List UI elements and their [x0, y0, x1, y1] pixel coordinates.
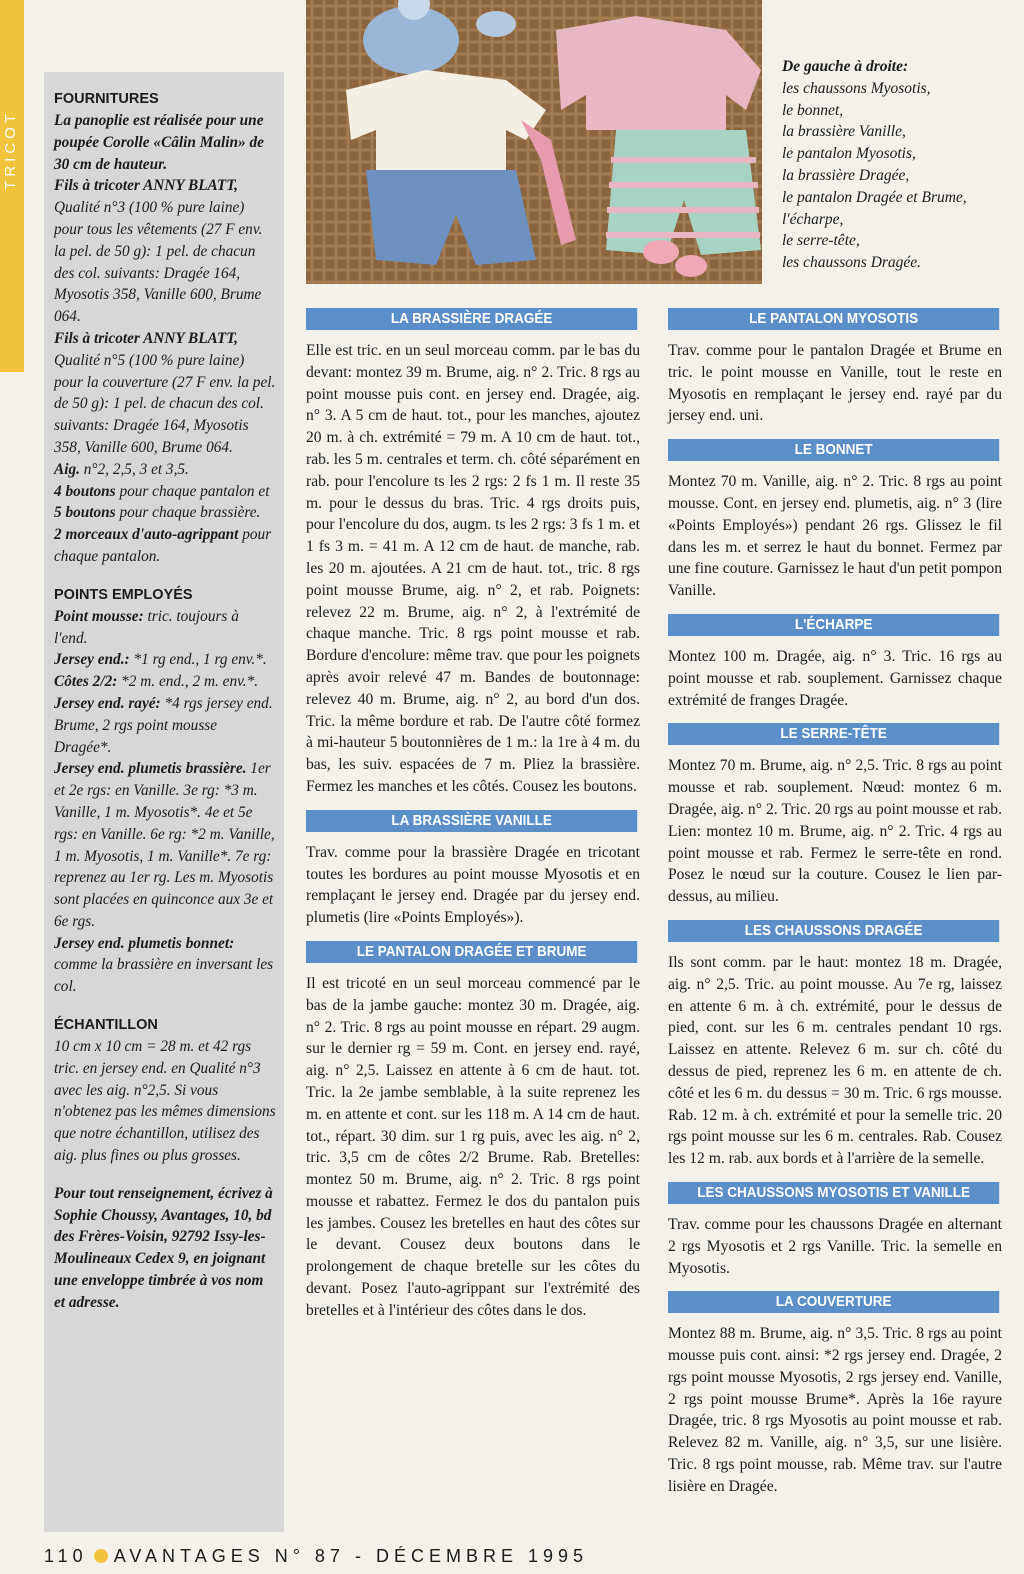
heading-bonnet: LE BONNET [668, 439, 999, 461]
doll-clothes-illustration [306, 0, 762, 284]
caption-title: De gauche à droite: [782, 58, 909, 75]
text-pantalon-dragee: Il est tricoté en un seul morceau commencé par le bas de la jambe gauche: montez 30 m. Dragée, aig. n° 2. Tric. 8 rgs au point mousse en répart. 29 augm. sur le dernier rg = 59 m. Cont. en jersey end. rayé, aig. n° 2,5. Laissez en attente à 6 cm de haut. tot. Tric. la 2e jambe semblable, à la suite reprenez les m. en attente et cont. sur les 118 m. A 14 cm de haut. tot., répart. 30 dim. sur 1 rg puis, avec les aig. n° 2, tric. 3,5 cm de côtes 2/2 Brume. Rab. Bretelles: montez 50 m. Brume, aig. n° 2. Tric. 8 rgs point mousse et rabattez. Fermez le dos du pantalon puis les jambes. Cousez les bretelles en haut des côtes sur le devant. Cousez deux boutons dans le prolongement de chaque bretelle sur les côtes du devant. Posez l'auto-agrippant sur l'extrémité des bretelles et à l'intérieur des côtes dans le dos. [306, 974, 640, 1319]
caption-line: les chaussons Myosotis, [782, 79, 931, 97]
fournitures-velcro: 2 morceaux d'auto-agrippant pour chaque pantalon. [54, 526, 272, 565]
caption-line: les chaussons Dragée. [782, 254, 922, 272]
page-footer [44, 1546, 588, 1567]
photo-caption [782, 56, 1018, 274]
text-bonnet: Montez 70 m. Vanille, aig. n° 2. Tric. 8 rgs au point mousse. Cont. en jersey end. plumetis, aig. n° 3 (lire «Points Employés») pendant 26 rgs. Glissez le fil dans les m. et serrez le haut du bonnet. Fermez par une fine couture. Garnissez le haut d'un petit pompon Vanille. [668, 473, 1002, 600]
caption-line: le serre-tête, [782, 232, 860, 250]
heading-echarpe: L'ÉCHARPE [668, 614, 999, 636]
caption-line: l'écharpe, [782, 210, 844, 228]
caption-line: la brassière Dragée, [782, 166, 910, 184]
text-serre-tete: Montez 70 m. Brume, aig. n° 2,5. Tric. 8 rgs au point mousse et rab. souplement. Nœud: montez 6 m. Dragée, aig. n° 2. Tric. 20 rgs au point mousse et rab. Lien: montez 10 m. Brume, aig. n° 2. Tric. 4 rgs au point mousse et rab. Fermez le serre-tête en rond. Posez le nœud sur la couture. Cousez le lien par-dessus, au milieu. [668, 757, 1002, 906]
points-title: POINTS EMPLOYÉS [54, 586, 193, 603]
text-chaussons-dragee: Ils sont comm. par le haut: montez 18 m. Dragée, aig. n° 2,5. Tric. au point mousse. Au 7e rg, laissez en attente 6 m. à ch. extrémité, pour le dessus de pied, cont. sur les 6 m. centrales pendant 10 rgs. Laissez en attente. Relevez 6 m. sur ch. côté du dessus de pied, reprenez les 6 m. en attente de ch. côté et les 6 m. du dessus = 30 m. Tric. 6 rgs mousse. Rab. 12 m. à ch. extrémité et pour la semelle tric. 20 rgs point mousse sur les 6 m. centrales. Rab. Cousez les 12 m. rab. aux bords et à l'arrière de la semelle. [668, 953, 1002, 1168]
point-plumetis-brassiere: Jersey end. plumetis brassière. 1er et 2e rgs: en Vanille. 3e rg: *3 m. Vanille, 1 m. Myosotis*. 4e et 5e rgs: en Vanille. 6e rg: *2 m. Vanille, 1 m. Myosotis, 1 m. Vanille*. 7e rg: reprenez au 1er rg. Les m. Myosotis sont placées en quinconce aux 3e et 6e rgs. [54, 760, 275, 930]
fournitures-intro: La panoplie est réalisée pour une poupée Corolle «Câlin Malin» de 30 cm de hauteur. [54, 112, 264, 173]
caption-line: la brassière Vanille, [782, 123, 906, 141]
heading-chaussons-myosotis: LES CHAUSSONS MYOSOTIS ET VANILLE [668, 1182, 999, 1204]
point-jersey: Jersey end.: *1 rg end., 1 rg env.*. [54, 651, 267, 669]
heading-brassiere-dragee: LA BRASSIÈRE DRAGÉE [306, 308, 637, 330]
caption-line: le bonnet, [782, 101, 844, 119]
fournitures-needles: Aig. n°2, 2,5, 3 et 3,5. [54, 460, 189, 478]
text-echarpe: Montez 100 m. Dragée, aig. n° 3. Tric. 16 rgs au point mousse et rab. souplement. Garnissez chaque extrémité de franges Dragée. [668, 647, 1002, 709]
heading-serre-tete: LE SERRE-TÊTE [668, 723, 999, 745]
bullet-dot-icon [94, 1549, 108, 1563]
fournitures-buttons: 4 boutons pour chaque pantalon et 5 boutons pour chaque brassière. [54, 482, 270, 522]
text-couverture: Montez 88 m. Brume, aig. n° 3,5. Tric. 8 rgs au point mousse puis cont. ainsi: *2 rgs jersey end. Dragée, 2 rgs point mousse Myosotis, 2 rgs jersey end. Vanille, 2 rgs point mousse Brume*. Après la 16e rayure Dragée, tric. 8 rgs Myosotis au point mousse et rab. Relevez 82 m. Vanille, aig. n° 3,5, sur une lisière. Tric. 8 rgs point mousse, rab. Même trav. sur l'autre lisière en Dragée. [668, 1325, 1002, 1495]
caption-line: le pantalon Dragée et Brume, [782, 188, 967, 206]
page-number: 110 [44, 1546, 88, 1566]
heading-chaussons-dragee: LES CHAUSSONS DRAGÉE [668, 920, 999, 942]
supplies-sidebar [44, 72, 284, 1532]
fournitures-yarn-3: Fils à tricoter ANNY BLATT, Qualité n°3 (100 % pure laine) pour tous les vêtements (27 F env. la pel. de 50 g): 1 pel. de chacun des col. suivants: Dragée 164, Myosotis 358, Vanille 600, Brume 064. [54, 177, 263, 326]
knitwear-photo [306, 0, 762, 284]
text-brassiere-vanille: Trav. comme pour la brassière Dragée en tricotant toutes les bordures au point mousse Myosotis et en remplaçant le jersey end. Dragée par du jersey end. plumetis (lire «Points Employés»). [306, 843, 640, 927]
text-chaussons-myosotis: Trav. comme pour les chaussons Dragée en alternant 2 rgs Myosotis et 2 rgs Vanille. Tric. la semelle en Myosotis. [668, 1215, 1002, 1277]
contact-text: Pour tout renseignement, écrivez à Sophie Choussy, Avantages, 10, bd des Frères-Voisin, 92792 Issy-les-Moulineaux Cedex 9, en joignant une enveloppe timbrée à vos nom et adresse. [54, 1184, 273, 1311]
point-plumetis-bonnet: Jersey end. plumetis bonnet: comme la brassière en inversant les col. [54, 934, 274, 996]
point-mousse: Point mousse: tric. toujours à l'end. [54, 607, 239, 647]
text-pantalon-myosotis: Trav. comme pour le pantalon Dragée et Brume en tric. le point mousse en Vanille, tout le reste en Myosotis en remplaçant le jersey end. rayé par du jersey end. uni. [668, 342, 1002, 425]
echantillon-title: ÉCHANTILLON [54, 1017, 158, 1034]
heading-pantalon-myosotis: LE PANTALON MYOSOTIS [668, 308, 999, 330]
echantillon-text: 10 cm x 10 cm = 28 m. et 42 rgs tric. en jersey end. en Qualité n°3 avec les aig. n°2,5. Si vous n'obtenez pas les mêmes dimensions que notre échantillon, utilisez des aig. plus fines ou plus grosses. [54, 1038, 276, 1165]
instructions-column-left [306, 308, 640, 1334]
fournitures-title: FOURNITURES [54, 91, 159, 107]
text-brassiere-dragee: Elle est tric. en un seul morceau comm. par le bas du devant: montez 39 m. Brume, aig. n° 2. Tric. 8 rgs au point mousse puis cont. en jersey end. Dragée, aig. n° 3. A 5 cm de haut. tot., pour les manches, ajoutez 20 m. à ch. extrémité = 79 m. A 10 cm de haut. tot., rab. les 5 m. centrales et term. ch. côté séparément en rab. pour l'encolure ts les 2 rgs: 2 fs 1 m. Il reste 35 m. pour le dessus du bras. Tric. 4 rgs droits puis, pour l'encolure du dos, augm. ts les 2 rgs: 3 fs 1 m. et 1 fs 3 m. = 41 m. A 12 cm de haut. de manche, rab. les 20 m. ajoutées. A 21 cm de haut. tot., tric. 8 rgs point mousse Brume, aig. n° 2, et rab. Poignets: relevez 22 m. Brume, aig. n° 2, à l'extrémité de chaque manche. Tric. 8 rgs point mousse et rab. Bordure d'encolure: même trav. que pour les poignets après avoir relevé 47 m. Bandes de boutonnage: relevez 40 m. Brume, aig. n° 2, au bord d'un dos. Tric. la même bordure et rab. De l'autre côté formez à mi-hauteur 5 boutonnières de 1 m.: la 1re à 4 m. du bas, les suiv. espacées de 7 m. Pliez la brassière. Fermez les manches et les côtés. Cousez les boutons. [306, 342, 640, 795]
instructions-column-right [668, 308, 1002, 1510]
heading-pantalon-dragee: LE PANTALON DRAGÉE ET BRUME [306, 941, 637, 963]
caption-line: le pantalon Myosotis, [782, 145, 916, 163]
section-tab-label: TRICOT [2, 110, 19, 190]
point-cotes: Côtes 2/2: *2 m. end., 2 m. env.*. [54, 673, 259, 691]
publication-info: AVANTAGES N° 87 - DÉCEMBRE 1995 [113, 1546, 589, 1566]
heading-brassiere-vanille: LA BRASSIÈRE VANILLE [306, 810, 637, 832]
heading-couverture: LA COUVERTURE [668, 1291, 999, 1313]
point-jersey-raye: Jersey end. rayé: *4 rgs jersey end. Brume, 2 rgs point mousse Dragée*. [54, 694, 273, 756]
fournitures-yarn-5: Fils à tricoter ANNY BLATT, Qualité n°5 (100 % pure laine) pour la couverture (27 F env. la pel. de 50 g): 1 pel. de chacun des col. suivants: Dragée 164, Myosotis 358, Vanille 600, Brume 064. [54, 329, 276, 456]
